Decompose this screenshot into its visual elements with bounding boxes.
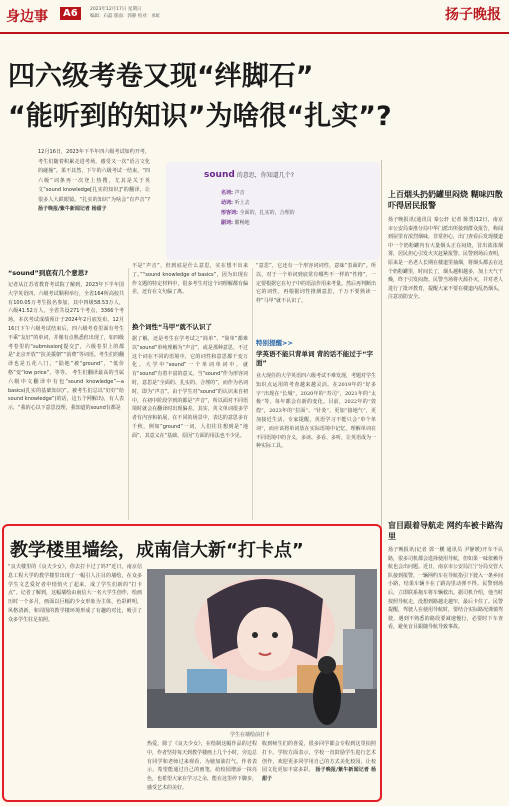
column-divider xyxy=(128,268,129,520)
issue-editors: 编辑：石磊 版面：郭静 校对：承虹 xyxy=(90,14,161,19)
sidebar-story2-body: 扬子晚报讯(记者 郭一鹏 通讯员 尹静媛)开车不认路，很多司机都会选择使用导航，但如果一味依赖导航也会出问题。近日，南京市公安局江宁分局交管大队接到报警，一辆网约车在导航指引下驶入一条乡间小路，结果车辆卡在了路沟里动弹不得。民警到场后，立即联系拖车将车辆救出。据司机介绍，他当时按照导航走，没想到路越走越窄，最后卡住了。民警提醒，驾驶人在使用导航时，要结合实际路况谨慎驾驶，遇到不熟悉的路段要减速慢行，必要时下车查看，避免盲目跟随导航导致事故。 xyxy=(388,547,503,631)
col3-tip-label: 特别提醒>> xyxy=(256,339,293,347)
col1-body: 记者从江苏省教育考试院了解到，2023年下半年国大学英语四、六级考试顺利举行，全省164所高校共有100.05万考生报名参加，其中四级58.53万人，六级41.52万人，全省共设271个考点，3366个考场。本次考试成绩预计于2024年2月底发布。12月16日下午六级考试结束后，四六级考卷里面有考生不乘“友好”的单词，并像有点熟悉但出现了，如四级考卷里的“submission[提交]”，六级卷里上的都是“北京开放”“抗美援朝”“消费”等词语。考生们的翻译也是五花八门，“陆地”被“ground”，“低价格”变“low price”，等等。 考生们翻译最高的当属六级中文翻译中有包“sound knowledge”—a basics(扎实的基础知识)”。被考生们总以“好好”给sound knowledge”(的话，这五个网解出)，有人表示，“我的心以下意思没理，我知道的sound有都是 xyxy=(8,282,124,412)
sidebar-story1-body: 扬子晚报讯(通讯员 秦公轩 记者 陈勇)12日，南京市公安局秦淮分局中华门派出所接到群众报告，称闻到屋里有浓烈烟味，非常担心，出门查看后发现楼道中一个奶粉罐内有大量烟头正在闷烧，冒出浓浓烟雾，居民担心引发火灾赶紧报警。民警到场后查明，原来是一名老人长期在楼道里抽烟，将烟头都丢在这个奶粉罐里，时间长了，烟头越积越多，加上天气干燥，终于引发闷烧。民警当场将火源扑灭，并对老人进行了批评教育，提醒大家不要在楼道内乱扔烟头，注意消防安全。 xyxy=(388,217,503,301)
story2-col-b: 热爱，除了《良夫少女》，在绘制这幅作品的过程中，作者坚持每天到教学楼画上几个小时，旁边总有同学和老师过来观看，为她加油打气。作者表示，希望能通过自己的画笔，给校园增添一抹亮色，也希望大家在学习之余，能在这里停下脚步，感受艺术的美好。 xyxy=(147,741,257,791)
mural-photo xyxy=(147,569,377,728)
story2-headline: 教学楼里墙绘，成南信大新“打卡点” xyxy=(10,540,304,561)
col3-body: 业大现任的大学英语四六级考试不难发现，考题对学生知识点运用的考查越来越灵活。在2019年的“好多字”出现在“长城”，2020年的“寿司”，2021年的“太极”等，每年都会有新的变化。目前，2022年的“敦煌”，2023年的“拉面”、“针灸”，更加“接地气”，更加接近生活。专家提醒，英语学习不能只会“单个单词”，而应该将单词放在实际语境中记忆，理解单词在不同语境中的含义，多读、多看、多听，让英语成为一种实际工具。 xyxy=(256,373,376,450)
mural-illustration xyxy=(147,569,377,728)
page-header xyxy=(0,0,509,34)
lead-byline: 扬子晚报/紫牛新闻记者 杨甜子 xyxy=(38,206,107,212)
sound-meaning-box xyxy=(166,162,380,260)
col3-heading: 学英语不能只背单词 背的话不能过于“字面” xyxy=(256,350,374,367)
issue-date: 2023年12月17日 星期日 xyxy=(90,7,142,12)
story2-col-c: 收到师生们的喜爱，很多同学都会专程到这里拍照打卡。学校方面表示，学校一直鼓励学生进行艺术创作，欢迎更多同学用自己的方式美化校园，让校园文化更加丰富多彩。 扬子晚报/紫牛新闻记者 杨甜子 xyxy=(262,741,376,783)
sound-word: sound xyxy=(204,170,235,180)
col1-heading: “sound”到底有几个意思? xyxy=(8,269,89,277)
headline-line-1: 四六级考卷又现“绊脚石” xyxy=(8,61,314,92)
col2-heading: 换个词性“马甲”就不认识了 xyxy=(132,323,213,331)
sidebar-story1-headline: 上百烟头扔奶罐里闷烧 糊味四散吓得居民报警 xyxy=(388,190,503,210)
issue-meta xyxy=(90,6,160,20)
meaning-row: 形容词: 全面的，扎实的，合理的 xyxy=(221,210,295,216)
newspaper-logo: 扬子晚报 xyxy=(445,7,501,23)
header-rule xyxy=(0,32,509,34)
column-divider xyxy=(252,268,253,520)
meaning-row: 动词: 听上去 xyxy=(221,200,250,206)
meaning-row: 名词: 声音 xyxy=(221,190,245,196)
lead-text: 12月16日，2023年下半年四六级考试如约开考，考生们随着积累走进考场，感受又一次“语言文化的碰撞”。果不其然，下午的六级考试一结束，“四六级”词条再一次登上热搜，尤其是关于英文“sound knowledge[扎实的知识]”的翻译，让很多人大跌眼镜。“扎实的知识”为啥会“有声音”? xyxy=(38,149,150,203)
col2-body-top: 不是“声音”，但到底是什么意思，实在想不出来了。”“sound knowledge of basics”，因为出现在作文题的特定材料中，很多考生对这个词理解都有偏差，还有在文句偏了离。 xyxy=(132,263,248,296)
sidebar-story2-headline: 盲目跟着导航走 网约车被卡路沟里 xyxy=(388,521,503,541)
sound-meanings-list xyxy=(221,188,295,228)
col3-body-top: “意思”，它还有一个形容词词性，意味“表面的”。所以，对于一个单词到底常有哪些不一样的“性格”，一定要根据它在句子中的语法作用来考量。然后再判断出它的词性，再根据词性推测意思，千万不要熟读一样“马甲”就不认识了。 xyxy=(256,263,376,305)
lead-paragraph xyxy=(38,148,150,215)
headline-line-2: “能听到的知识”为啥很“扎实”? xyxy=(8,101,392,132)
page-number: A6 xyxy=(60,7,81,20)
meaning-row: 副词: 酣畅地 xyxy=(221,220,250,226)
section-name: 身边事 xyxy=(6,9,48,25)
story2-col-a: “良夫楼里的《良夫少女》，你去打卡过了吗?”近日，南京信息工程大学的教学楼里出现了一幅引人注目的墙绘，在众多学生文艺爱好者中悄悄火了起来，成了学生们新的“打卡点”。记者了解到，这幅墙绘由南信大一名大学生创作，绘画历时一个多月，画面以巨幅的少女形象为主体，色彩鲜明，风格清新，和周围的教学楼环境形成了有趣的对比，吸引了众多学生驻足拍照。 xyxy=(8,564,142,623)
sound-title-rest: 的意思，你知道几个? xyxy=(236,172,294,179)
col2-body: 据了解，还是考生在学考试之“简单”、“简单”都难以“sound”单纯理解为“声音”，或是那种意思，不过这个词在不同的语境中，它的词性和意思都千变万化。大学中“sound”一个单词单词中，就有“sound”有着丰富的意义。当“sound”作为形容词时，意思是“全面的、扎实的、合理的”，而作为名词时，即为“声音”。由于学生对“sound”的认识来自初中，在初中阶段学到的都是“声音”，所以面对不同语境时就会在翻译时出现偏差。其实，英文单词很多学者有内容和拓展，在不同的场景中，表达的意思多有千秋，例如“ground”一词，人们往往想到是“地面”，其意义在“基础、原因”方面的用法也不少见。 xyxy=(132,336,248,439)
sound-box-title xyxy=(204,170,294,180)
photo-caption: 学生在墙绘前打卡 xyxy=(230,732,271,738)
story2-byline: 扬子晚报/紫牛新闻记者 杨甜子 xyxy=(262,767,376,783)
